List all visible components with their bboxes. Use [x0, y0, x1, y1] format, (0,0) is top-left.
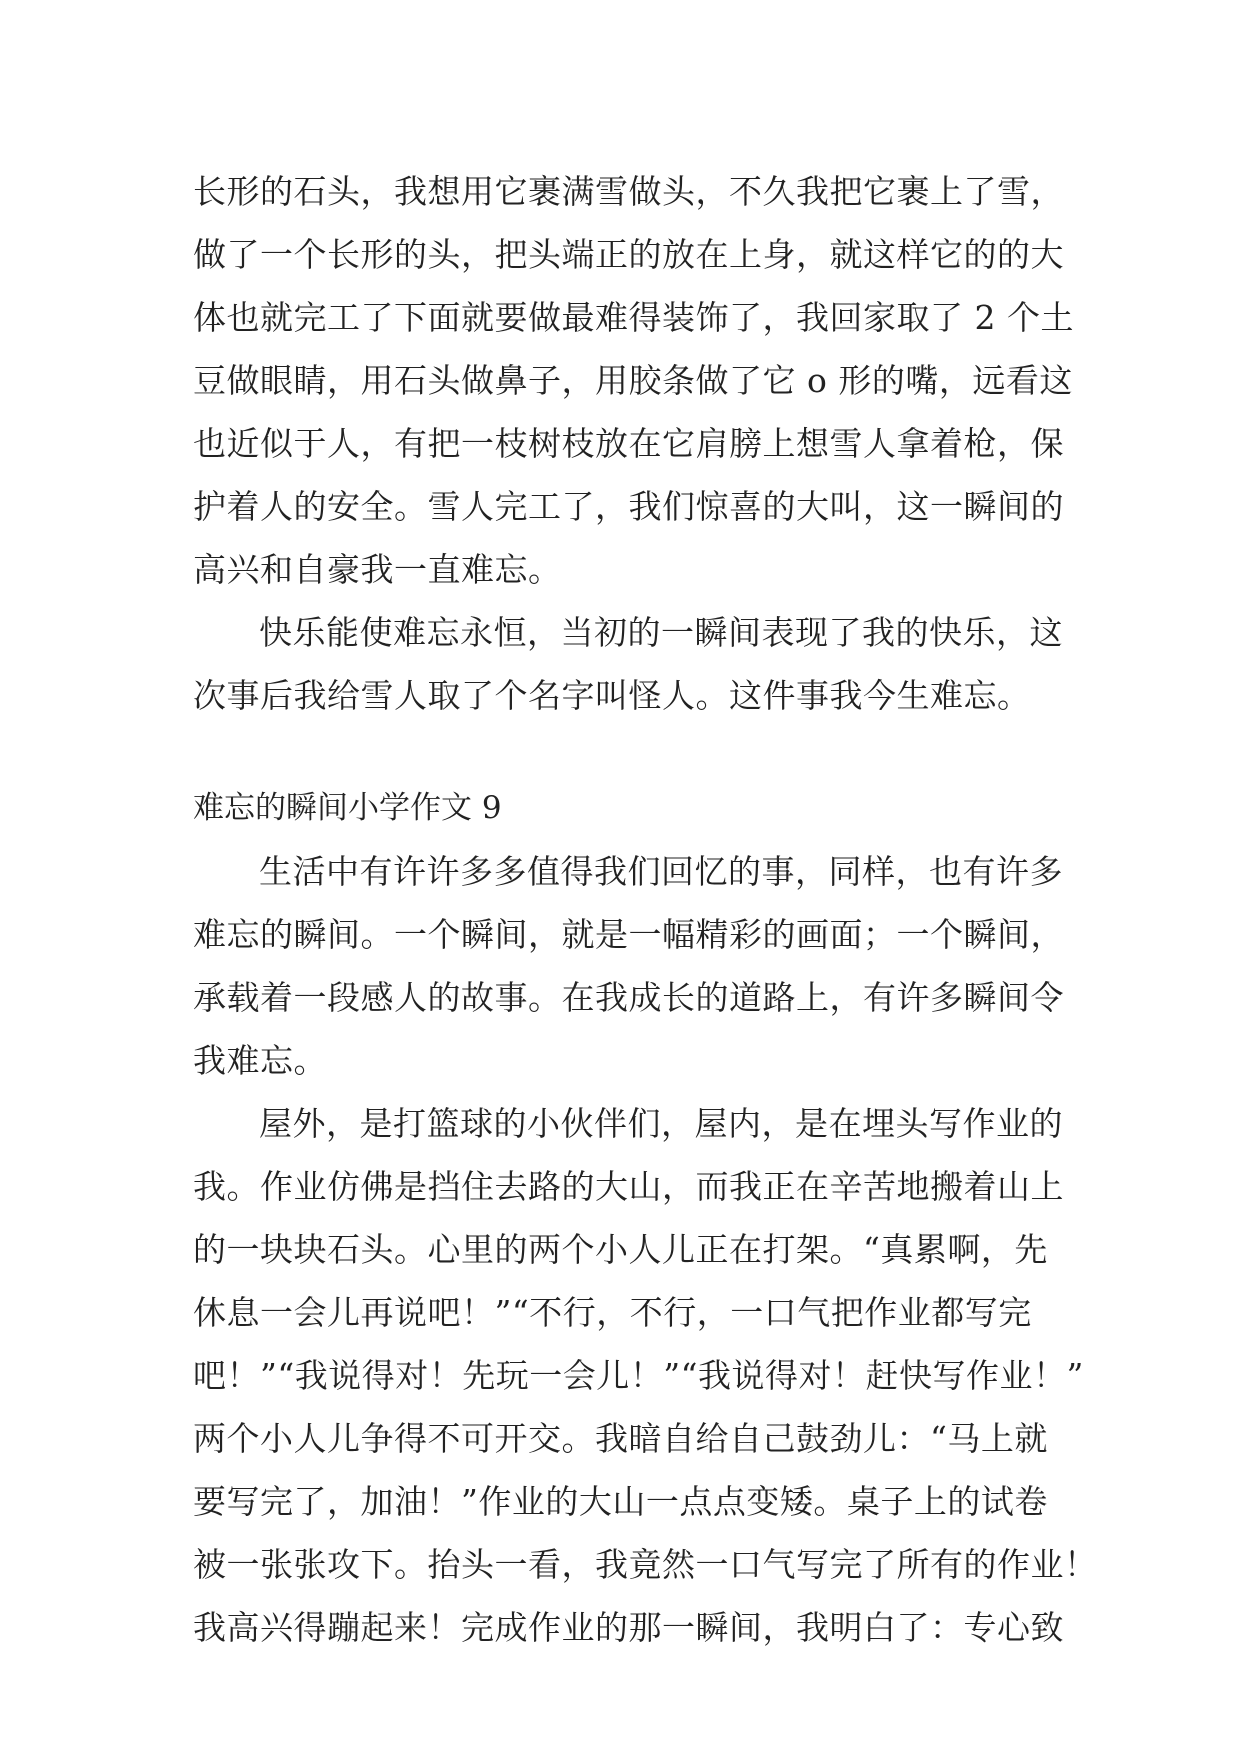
text-line: 我。作业仿佛是挡住去路的大山，而我正在辛苦地搬着山上: [193, 1167, 1064, 1206]
paragraph-1: [193, 160, 1074, 601]
text-line: 做了一个长形的头，把头端正的放在上身，就这样它的的大: [193, 235, 1064, 274]
text-line: 承载着一段感人的故事。在我成长的道路上，有许多瞬间令: [193, 978, 1064, 1017]
text-line: 次事后我给雪人取了个名字叫怪人。这件事我今生难忘。: [193, 676, 1031, 715]
section-title: 难忘的瞬间小学作文 9: [193, 790, 502, 826]
text-line: 被一张张攻下。抬头一看，我竟然一口气写完了所有的作业！: [193, 1545, 1098, 1584]
document-body: [193, 160, 1098, 1659]
text-line: 休息一会儿再说吧！”“不行，不行，一口气把作业都写完: [193, 1293, 1032, 1332]
text-line: 要写完了，加油！”作业的大山一点点变矮。桌子上的试卷: [193, 1482, 1048, 1521]
text-line: 长形的石头，我想用它裹满雪做头，不久我把它裹上了雪，: [193, 172, 1064, 211]
text-line: 高兴和自豪我一直难忘。: [193, 550, 562, 589]
paragraph-2: [193, 601, 1063, 727]
text-line: 生活中有许许多多值得我们回忆的事，同样，也有许多: [259, 852, 1063, 891]
text-line: 也近似于人，有把一枝树枝放在它肩膀上想雪人拿着枪，保: [193, 424, 1064, 463]
text-line: 我难忘。: [193, 1041, 327, 1080]
text-line: 快乐能使难忘永恒，当初的一瞬间表现了我的快乐，这: [259, 613, 1063, 652]
section-paragraph-1: [193, 840, 1064, 1092]
text-line: 的一块块石头。心里的两个小人儿正在打架。“真累啊，先: [193, 1230, 1048, 1269]
text-line: 屋外，是打篮球的小伙伴们，屋内，是在埋头写作业的: [259, 1104, 1063, 1143]
text-line: 护着人的安全。雪人完工了，我们惊喜的大叫，这一瞬间的: [193, 487, 1064, 526]
section-paragraph-2: [193, 1092, 1098, 1659]
section-gap: [193, 727, 1053, 777]
text-line: 体也就完工了下面就要做最难得装饰了，我回家取了 2 个土: [193, 298, 1074, 337]
text-line: 难忘的瞬间。一个瞬间，就是一幅精彩的画面；一个瞬间，: [193, 915, 1064, 954]
text-line: 豆做眼睛，用石头做鼻子，用胶条做了它 o 形的嘴，远看这: [193, 361, 1073, 400]
text-line: 两个小人儿争得不可开交。我暗自给自己鼓劲儿：“马上就: [193, 1419, 1048, 1458]
text-line: 我高兴得蹦起来！完成作业的那一瞬间，我明白了：专心致: [193, 1608, 1064, 1647]
text-line: 吧！”“我说得对！先玩一会儿！”“我说得对！赶快写作业！”: [193, 1356, 1084, 1395]
